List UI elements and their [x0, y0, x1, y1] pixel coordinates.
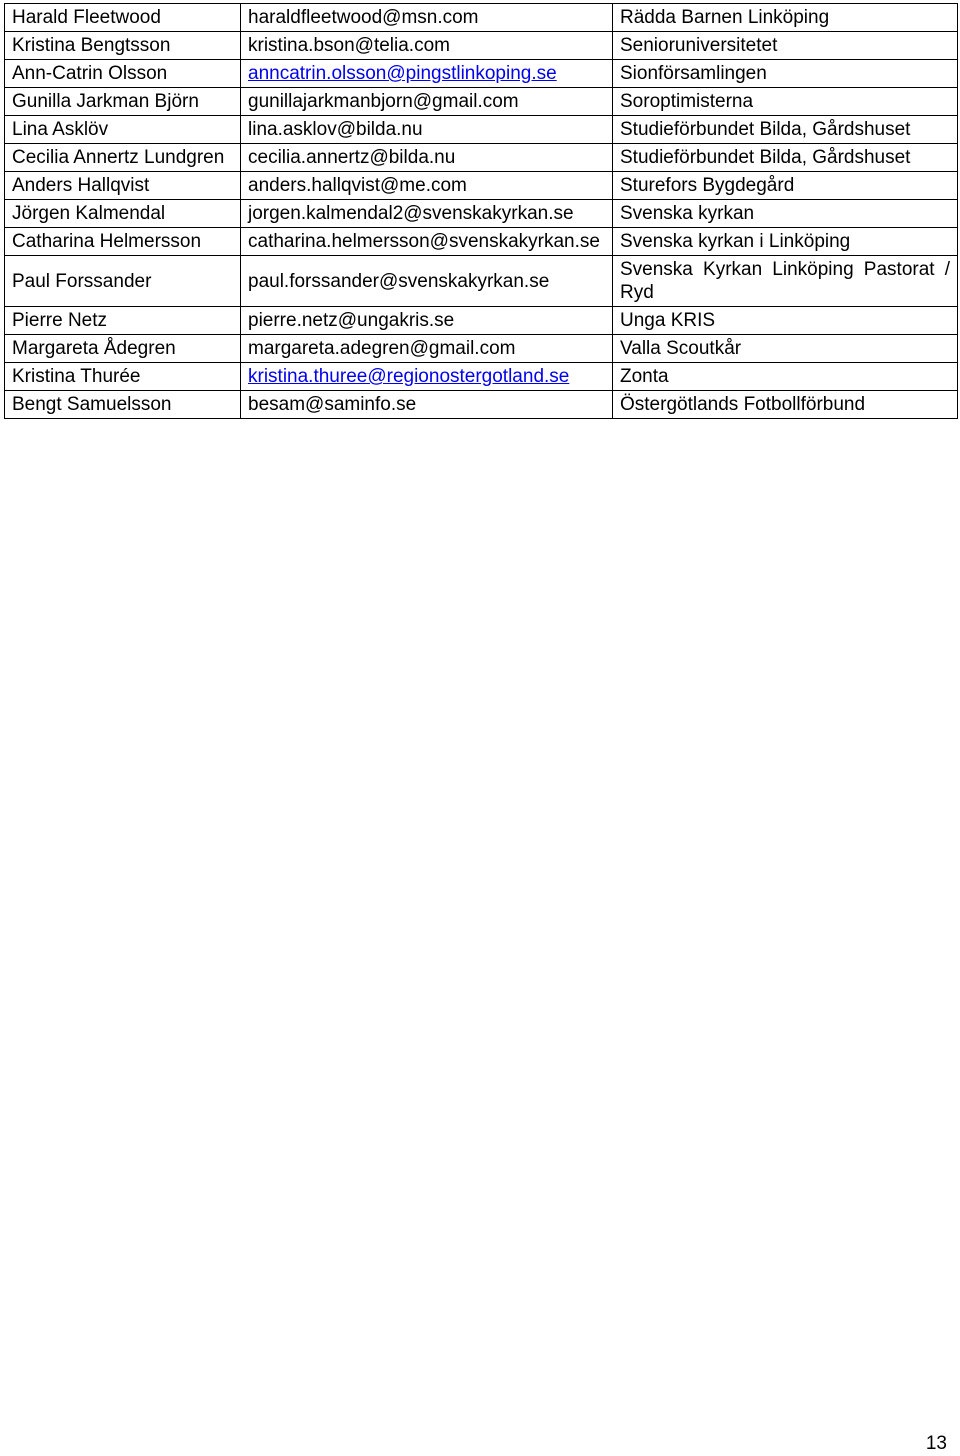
table-row [5, 32, 958, 60]
contact-name: Cecilia Annertz Lundgren [5, 144, 241, 172]
contact-table-body [5, 4, 958, 419]
contact-email: lina.asklov@bilda.nu [241, 116, 613, 144]
contact-email: paul.forssander@svenskakyrkan.se [241, 256, 613, 307]
table-row [5, 4, 958, 32]
table-row [5, 363, 958, 391]
contact-organization: Studieförbundet Bilda, Gårdshuset [613, 144, 958, 172]
contact-email: anders.hallqvist@me.com [241, 172, 613, 200]
table-row [5, 144, 958, 172]
contact-email: cecilia.annertz@bilda.nu [241, 144, 613, 172]
contact-email: margareta.adegren@gmail.com [241, 335, 613, 363]
contact-organization: Sturefors Bygdegård [613, 172, 958, 200]
contact-name: Lina Asklöv [5, 116, 241, 144]
contact-email-link[interactable]: anncatrin.olsson@pingstlinkoping.se [248, 63, 557, 84]
table-row [5, 391, 958, 419]
contact-name: Catharina Helmersson [5, 228, 241, 256]
table-row [5, 335, 958, 363]
contact-name: Anders Hallqvist [5, 172, 241, 200]
contact-organization: Svenska kyrkan [613, 200, 958, 228]
contact-name: Ann-Catrin Olsson [5, 60, 241, 88]
contact-email: kristina.bson@telia.com [241, 32, 613, 60]
contact-organization: Valla Scoutkår [613, 335, 958, 363]
table-row [5, 116, 958, 144]
contact-organization: Zonta [613, 363, 958, 391]
table-row [5, 60, 958, 88]
contact-organization: Sionförsamlingen [613, 60, 958, 88]
contact-email: haraldfleetwood@msn.com [241, 4, 613, 32]
contact-name: Paul Forssander [5, 256, 241, 307]
contact-organization: Soroptimisterna [613, 88, 958, 116]
contact-email-cell [241, 60, 613, 88]
contact-email-cell [241, 363, 613, 391]
contact-organization: Svenska Kyrkan Linköping Pastorat / Ryd [613, 256, 958, 307]
contact-email-link[interactable]: kristina.thuree@regionostergotland.se [248, 366, 570, 387]
contact-name: Bengt Samuelsson [5, 391, 241, 419]
contact-name: Jörgen Kalmendal [5, 200, 241, 228]
table-row [5, 256, 958, 307]
contact-name: Pierre Netz [5, 307, 241, 335]
contact-email: jorgen.kalmendal2@svenskakyrkan.se [241, 200, 613, 228]
page-number: 13 [925, 1433, 947, 1454]
contact-organization: Senioruniversitetet [613, 32, 958, 60]
contact-organization: Unga KRIS [613, 307, 958, 335]
table-row [5, 88, 958, 116]
contact-name: Gunilla Jarkman Björn [5, 88, 241, 116]
contact-organization: Rädda Barnen Linköping [613, 4, 958, 32]
contact-name: Kristina Thurée [5, 363, 241, 391]
contact-organization: Östergötlands Fotbollförbund [613, 391, 958, 419]
contact-organization: Studieförbundet Bilda, Gårdshuset [613, 116, 958, 144]
contact-email: besam@saminfo.se [241, 391, 613, 419]
contact-email: pierre.netz@ungakris.se [241, 307, 613, 335]
table-row [5, 228, 958, 256]
contact-table [4, 3, 958, 419]
table-row [5, 200, 958, 228]
contact-email: gunillajarkmanbjorn@gmail.com [241, 88, 613, 116]
contact-email: catharina.helmersson@svenskakyrkan.se [241, 228, 613, 256]
table-row [5, 172, 958, 200]
contact-name: Margareta Ådegren [5, 335, 241, 363]
table-row [5, 307, 958, 335]
contact-name: Harald Fleetwood [5, 4, 241, 32]
contact-organization: Svenska kyrkan i Linköping [613, 228, 958, 256]
contact-name: Kristina Bengtsson [5, 32, 241, 60]
